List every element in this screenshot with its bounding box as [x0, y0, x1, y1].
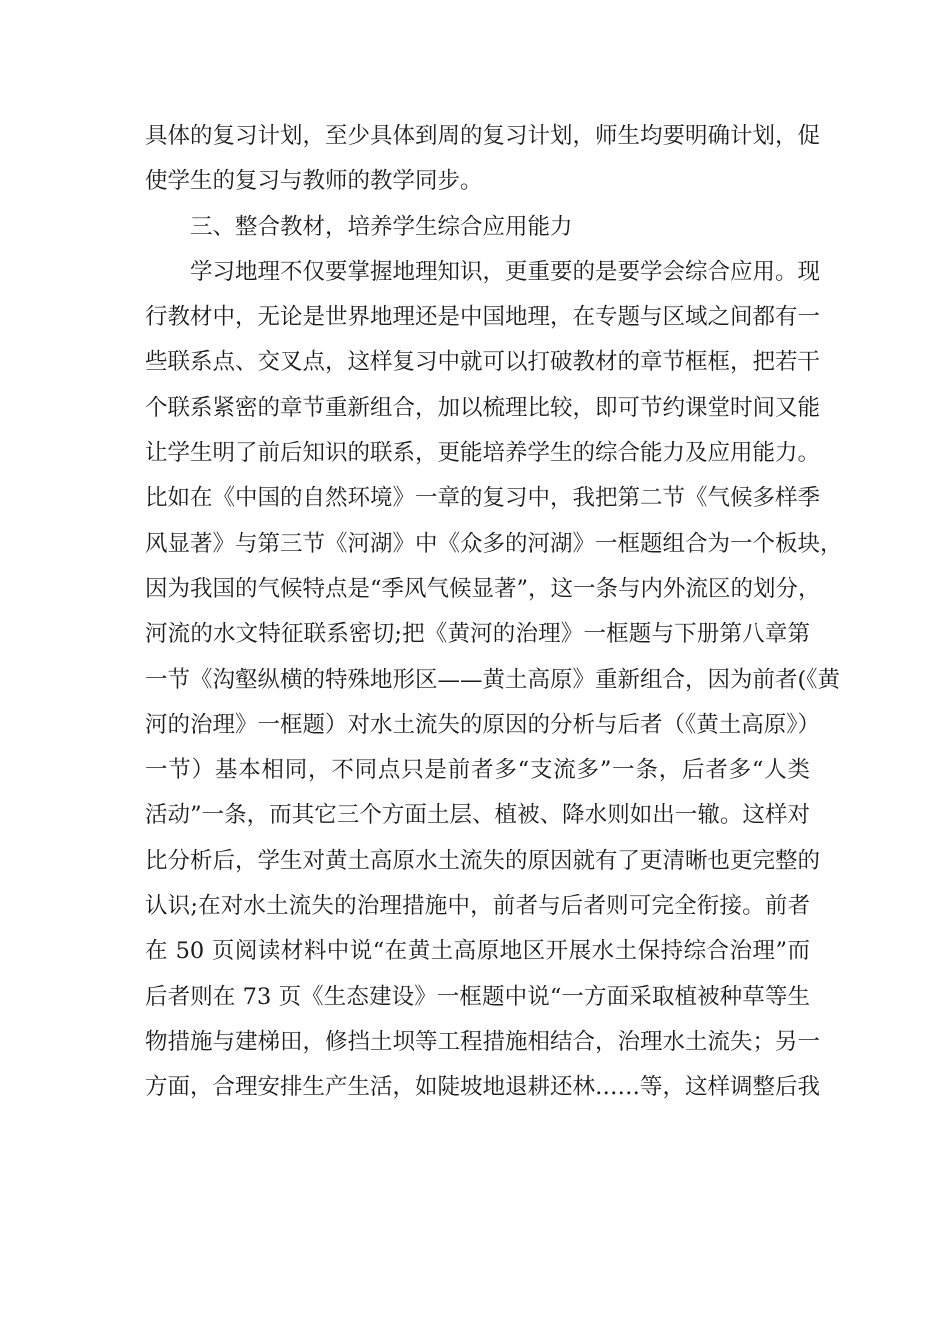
text-line: 比如在《中国的自然环境》一章的复习中，我把第二节《气候多样季	[145, 485, 821, 512]
text-line: 让学生明了前后知识的联系，更能培养学生的综合能力及应用能力。	[145, 440, 821, 467]
text-line: 活动”一条，而其它三个方面土层、植被、降水则如出一辙。这样对	[145, 802, 810, 829]
text-line: 具体的复习计划，至少具体到周的复习计划，师生均要明确计划，促	[145, 123, 821, 149]
text-line: 一节《沟壑纵横的特殊地形区——黄土高原》重新组合，因为前者(《黄	[145, 666, 841, 693]
text-line: 认识;在对水土流失的治理措施中，前者与后者则可完全衔接。前者	[145, 893, 810, 920]
document-body	[145, 114, 843, 1111]
text-line: 风显著》与第三节《河湖》中《众多的河湖》一框题组合为一个板块，	[145, 530, 843, 557]
text-line: 学习地理不仅要掌握地理知识，更重要的是要学会综合应用。现	[190, 258, 821, 285]
text-line: 在 50 页阅读材料中说“在黄土高原地区开展水土保持综合治理”而	[145, 938, 810, 965]
text-line: 个联系紧密的章节重新组合，加以梳理比较，即可节约课堂时间又能	[145, 394, 821, 421]
text-line: 物措施与建梯田，修挡土坝等工程措施相结合，治理水土流失；另一	[145, 1028, 821, 1055]
text-line: 行教材中，无论是世界地理还是中国地理，在专题与区域之间都有一	[145, 304, 821, 331]
text-line: 河流的水文特征联系密切;把《黄河的治理》一框题与下册第八章第	[145, 621, 810, 648]
text-line: 比分析后，学生对黄土高原水土流失的原因就有了更清晰也更完整的	[145, 847, 821, 874]
text-line: 使学生的复习与教师的教学同步。	[145, 168, 483, 195]
text-line: 方面，合理安排生产生活，如陡坡地退耕还林……等，这样调整后我	[145, 1074, 821, 1101]
text-line: 后者则在 73 页《生态建设》一框题中说“一方面采取植被种草等生	[145, 983, 810, 1010]
text-line: 河的治理》一框题）对水土流失的原因的分析与后者（《黄土高原》）	[145, 711, 821, 738]
section-heading: 三、整合教材，培养学生综合应用能力	[190, 213, 573, 240]
text-line: 因为我国的气候特点是“季风气候显著”，这一条与内外流区的划分，	[145, 575, 821, 602]
text-line: 一节）基本相同，不同点只是前者多“支流多”一条，后者多“人类	[145, 757, 810, 784]
text-line: 些联系点、交叉点，这样复习中就可以打破教材的章节框框，把若干	[145, 349, 821, 376]
